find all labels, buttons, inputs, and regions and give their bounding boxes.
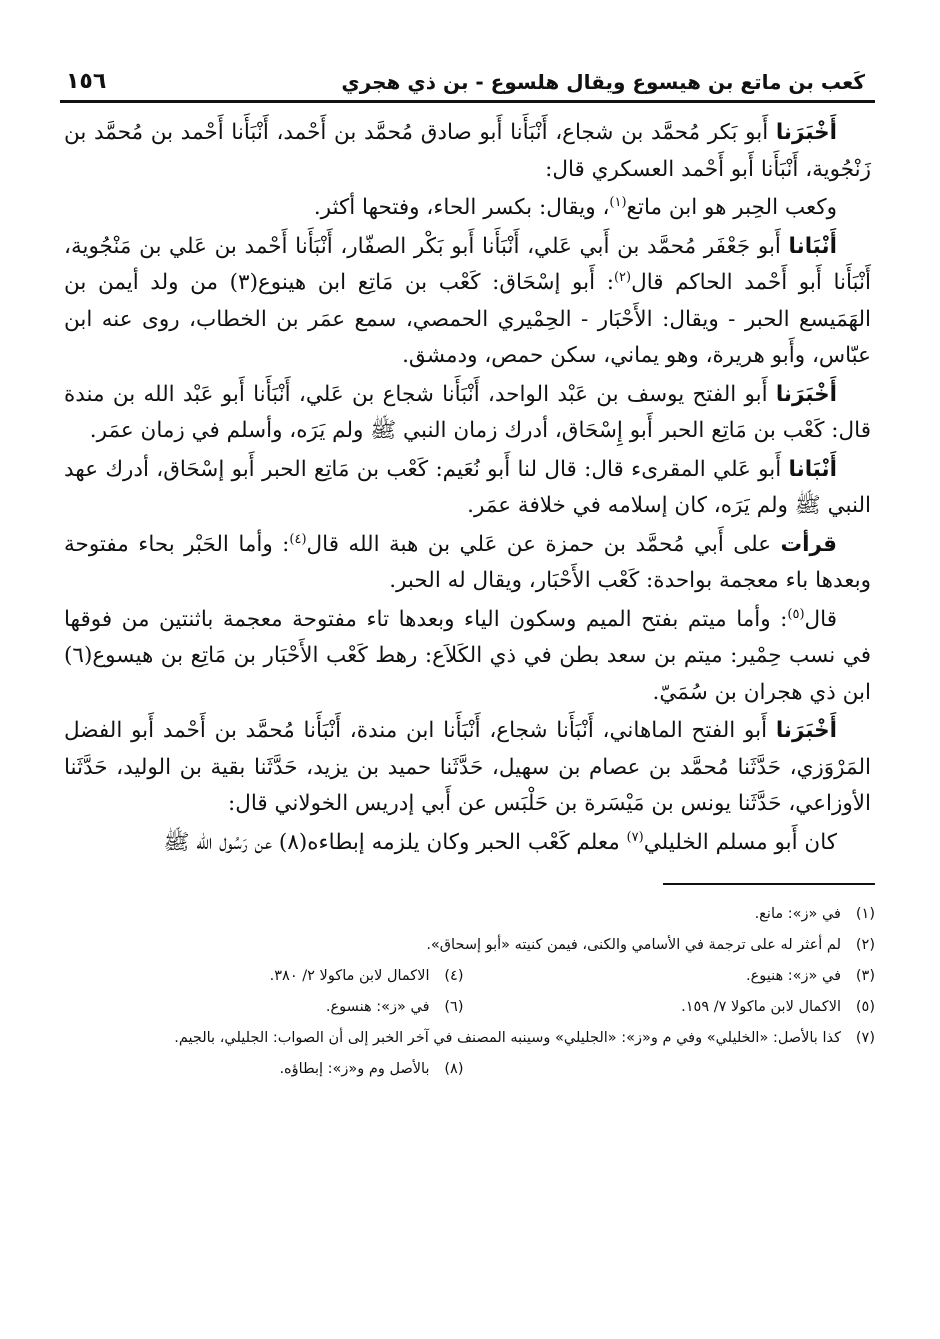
footnote-row xyxy=(60,961,875,992)
running-title: كَعب بن ماتع بن هيسوع ويقال هلسوع - بن ذي هجري xyxy=(341,70,865,94)
paragraph-text: وكعب الحِبر هو ابن ماتع xyxy=(626,195,837,220)
footnote xyxy=(60,961,464,992)
paragraph-text: كان أَبو مسلم الخليلي xyxy=(643,829,837,855)
chain-lead-word: أَخْبَرَنا xyxy=(775,381,837,407)
chain-lead-word: أَنْبَانا xyxy=(788,233,837,259)
footnote-ref: (٤) xyxy=(289,531,307,547)
footnote xyxy=(60,992,464,1023)
paragraph xyxy=(64,527,871,600)
paragraph xyxy=(64,452,871,525)
page-header xyxy=(60,50,875,94)
footnote-text: بالأصل وم و«ز»: إبطاؤه. xyxy=(279,1061,430,1077)
footnote-number: (٢) xyxy=(855,937,875,953)
chain-lead-word: أَخْبَرَنا xyxy=(775,718,837,743)
footnotes xyxy=(60,899,875,1085)
footnote xyxy=(60,1023,875,1054)
paragraph xyxy=(64,377,871,450)
footnote-text: في «ز»: هنيوع. xyxy=(745,968,841,984)
footnote-text: لم أعثر له على ترجمة في الأسامي والكنى، فيمن كنيته «أبو إسحاق». xyxy=(426,937,841,953)
footnote xyxy=(60,930,875,961)
paragraph-text-cont: ، ويقال: بكسر الحاء، وفتحها أكثر. xyxy=(313,195,610,220)
paragraph-text: على أَبي مُحمَّد بن حمزة عن عَلي بن هبة الله قال xyxy=(306,531,781,557)
paragraph-text-cont: معلم كَعْب الحبر وكان يلزمه إبطاءه(٨) عن رَسُول الله ﷺ xyxy=(163,829,627,855)
footnote-text: في «ز»: مانع. xyxy=(754,906,841,922)
book-page xyxy=(60,50,875,1300)
chain-lead-word: قرأت xyxy=(780,531,837,557)
footnote-text: الاكمال لابن ماكولا ٧/ ١٥٩. xyxy=(681,999,841,1015)
footnote-row xyxy=(60,1054,875,1085)
paragraph xyxy=(64,190,871,227)
footnote-number: (٦) xyxy=(444,999,464,1015)
paragraph xyxy=(64,229,871,375)
footnote-number: (٧) xyxy=(855,1030,875,1046)
footnote xyxy=(60,899,875,930)
footnote-ref: (٥) xyxy=(787,606,805,622)
footnote xyxy=(60,1054,464,1085)
paragraph-text: قال xyxy=(804,606,837,632)
footnote-row xyxy=(60,992,875,1023)
paragraph-text: أَبو الفتح يوسف بن عَبْد الواحد، أَنْبَأَنا شجاع بن عَلي، أَنْبَأَنا أَبو عَبْد الله بن مندة قال: كَعْب بن مَاتِع الحبر أَبو إِسْحَاق، أدرك زمان النبي ﷺ ولم يَرَه، وأسلم في زمان عمَر. xyxy=(64,381,871,443)
footnote-number: (٤) xyxy=(444,968,464,984)
footnote-text: كذا بالأصل: «الخليلي» وفي م و«ز»: «الجليلي» وسينبه المصنف في آخر الخبر إلى أن الصواب: الجليلي، بالجيم. xyxy=(174,1030,841,1046)
paragraph xyxy=(64,825,871,862)
footnote-number: (١) xyxy=(855,906,875,922)
footnote-text: الاكمال لابن ماكولا ٢/ ٣٨٠. xyxy=(269,968,430,984)
footnote-number: (٥) xyxy=(855,999,875,1015)
paragraph xyxy=(64,115,871,188)
page-number: ١٥٦ xyxy=(66,69,107,94)
paragraph xyxy=(64,713,871,823)
footnote-ref: (١) xyxy=(609,194,627,210)
footnote xyxy=(472,992,876,1023)
paragraph-text: أَبو الفتح الماهاني، أَنْبَأَنا شجاع، أَنْبَأَنا ابن مندة، أَنْبَأَنا مُحمَّد بن أَحْمد أَبو الفضل المَرْوَزي، حَدَّثَنا مُحمَّد بن عصام بن سهيل، حَدَّثَنا حميد بن يزيد، حَدَّثَنا بقية بن الوليد، حَدَّثَنا الأوزاعي، حَدَّثَنا يونس بن مَيْسَرة بن حَلْبَس عن أَبي إدريس الخولاني قال: xyxy=(64,718,871,816)
chain-lead-word: أَنْبَانا xyxy=(788,456,837,482)
footnote-ref: (٢) xyxy=(613,269,632,285)
paragraph xyxy=(64,602,871,712)
footnote-spacer xyxy=(472,1054,876,1085)
paragraph-text: أَبو عَلي المقرىء قال: قال لنا أَبو نُعَيم: كَعْب بن مَاتِع الحبر أَبو إسْحَاق، أدرك عهد النبي ﷺ ولم يَرَه، كان إسلامه في خلافة عمَر. xyxy=(64,456,871,518)
paragraph-text-cont: : أَبو إسْحَاق: كَعْب بن مَاتِع ابن هينوع(٣) من ولد أيمن بن الهَمَيسع الحبر - ويقال: الأَحْبَار - الحِمْيري الحمصي، سمع عمَر بن الخطاب، روى عنه ابن عبّاس، وأَبو هريرة، وهو يماني، سكن حمص، ودمشق. xyxy=(64,270,871,368)
paragraph-text-cont: : وأما الحَبْر بحاء مفتوحة وبعدها باء معجمة بواحدة: كَعْب الأَحْبَار، ويقال له الحبر. xyxy=(64,531,871,593)
chain-lead-word: أَخْبَرَنا xyxy=(775,120,837,145)
header-rule xyxy=(60,100,875,103)
footnote-rule xyxy=(663,883,875,885)
paragraph-text: أَبو جَعْفَر مُحمَّد بن أَبي عَلي، أَنْبَأَنا أَبو بَكْر الصفّار، أَنْبَأَنا أَحْمد بن عَلي بن مَنْجُوية، أَنْبَأَنا أَبو أَحْمد الحاكم قال xyxy=(64,233,871,295)
footnote-ref: (٧) xyxy=(626,829,644,845)
footnote xyxy=(472,961,876,992)
footnote-text: في «ز»: هنسوع. xyxy=(325,999,430,1015)
main-text xyxy=(60,115,875,861)
footnote-number: (٨) xyxy=(444,1061,464,1077)
footnote-number: (٣) xyxy=(855,968,875,984)
paragraph-text-cont: : وأما ميتم بفتح الميم وسكون الياء وبعدها تاء مفتوحة معجمة باثنتين من فوقها في نسب حِمْير: ميتم بن سعد بطن في ذي الكَلاَع: رهط كَعْب الأَحْبَار بن مَاتِع بن هيسوع(٦) ابن ذي هجران بن سُمَيّ. xyxy=(64,606,871,705)
paragraph-text: أَبو بَكر مُحمَّد بن شجاع، أَنْبَأَنا أَبو صادق مُحمَّد بن أَحْمد، أَنْبَأَنا أَحْمد بن مُحمَّد بن زَنْجُوية، أَنْبَأَنا أَبو أَحْمد العسكري قال: xyxy=(64,120,871,182)
